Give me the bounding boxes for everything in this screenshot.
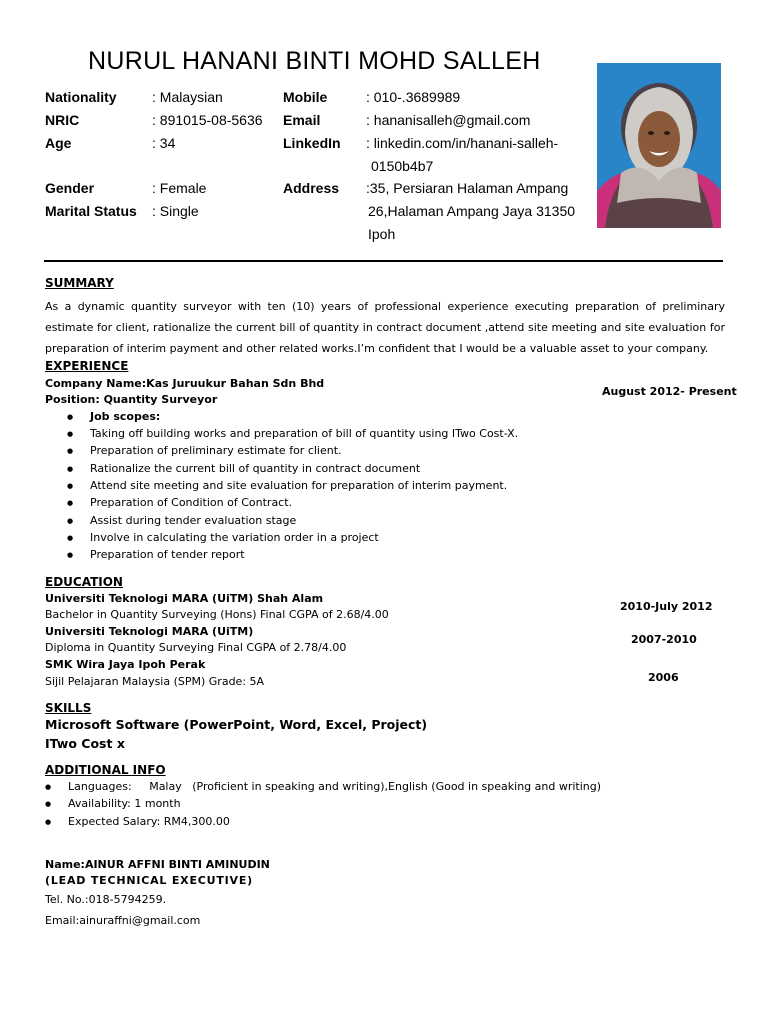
email-value[interactable]: : hananisalleh@gmail.com — [366, 112, 531, 128]
reference-email[interactable]: Email:ainuraffni@gmail.com — [45, 914, 201, 927]
education-years: 2010-July 2012 — [620, 600, 713, 613]
experience-period: August 2012- Present — [602, 385, 737, 398]
skills-line: ITwo Cost x — [45, 736, 125, 751]
linkedin-value-cont[interactable]: 0150b4b7 — [371, 158, 434, 174]
list-item: ● Preparation of Condition of Contract. — [90, 496, 292, 509]
email-label: Email — [283, 112, 321, 128]
address-line-3: Ipoh — [368, 226, 396, 242]
age-label: Age — [45, 135, 72, 151]
education-detail: Diploma in Quantity Surveying Final CGPA of 2.78/4.00 — [45, 641, 347, 654]
list-item: ● Preparation of tender report — [90, 548, 245, 561]
education-detail: Bachelor in Quantity Surveying (Hons) Final CGPA of 2.68/4.00 — [45, 608, 389, 621]
education-detail: Sijil Pelajaran Malaysia (SPM) Grade: 5A — [45, 675, 265, 688]
position: Position: Quantity Surveyor — [45, 393, 218, 406]
list-item: ● Attend site meeting and site evaluation for preparation of interim payment. — [90, 479, 507, 492]
marital-status-value: : Single — [152, 203, 199, 219]
marital-status-label: Marital Status — [45, 203, 137, 219]
education-years: 2007-2010 — [631, 633, 697, 646]
linkedin-value[interactable]: : linkedin.com/in/hanani-salleh- — [366, 135, 559, 151]
reference-title: (LEAD TECHNICAL EXECUTIVE) — [45, 874, 254, 887]
education-school: Universiti Teknologi MARA (UiTM) — [45, 625, 254, 638]
education-school: SMK Wira Jaya Ipoh Perak — [45, 658, 206, 671]
divider — [44, 260, 723, 262]
resume-name: NURUL HANANI BINTI MOHD SALLEH — [88, 47, 541, 75]
skills-heading: SKILLS — [45, 701, 92, 715]
nric-value: : 891015-08-5636 — [152, 112, 263, 128]
age-value: : 34 — [152, 135, 176, 151]
experience-heading: EXPERIENCE — [45, 359, 129, 373]
list-item: ● Languages: Malay (Proficient in speaking and writing),English (Good in speaking and writing) — [68, 780, 601, 793]
reference-tel: Tel. No.:018-5794259. — [45, 893, 167, 906]
list-item: ● Availability: 1 month — [68, 797, 181, 810]
summary-text: As a dynamic quantity surveyor with ten (10) years of professional experience executing preparation of preliminary estimate for client, rationalize the current bill of quantity in contract document ,attend site meeting and site evaluation for preparation of interim payment and other related works.I’m confident that I would be a valuable asset to your company. — [45, 300, 725, 355]
list-item: ● Involve in calculating the variation order in a project — [90, 531, 379, 544]
list-item: ● Expected Salary: RM4,300.00 — [68, 815, 230, 828]
address-line-2: 26,Halaman Ampang Jaya 31350 — [368, 203, 576, 219]
reference-name: Name:AINUR AFFNI BINTI AMINUDIN — [45, 858, 270, 871]
address-line-1: :35, Persiaran Halaman Ampang — [366, 180, 569, 196]
summary-heading: SUMMARY — [45, 276, 114, 290]
education-school: Universiti Teknologi MARA (UiTM) Shah Alam — [45, 592, 324, 605]
profile-photo — [597, 63, 721, 228]
skills-line: Microsoft Software (PowerPoint, Word, Excel, Project) — [45, 717, 428, 732]
education-years: 2006 — [648, 671, 679, 684]
list-item: ● Rationalize the current bill of quantity in contract document — [90, 462, 420, 475]
nric-label: NRIC — [45, 112, 80, 128]
list-item: ● Assist during tender evaluation stage — [90, 514, 296, 527]
gender-value: : Female — [152, 180, 207, 196]
additional-info-heading: ADDITIONAL INFO — [45, 763, 166, 777]
address-label: Address — [283, 180, 340, 196]
list-item: ● Taking off building works and preparation of bill of quantity using ITwo Cost-X. — [90, 427, 518, 440]
company-name: Company Name:Kas Juruukur Bahan Sdn Bhd — [45, 377, 325, 390]
mobile-label: Mobile — [283, 89, 328, 105]
education-heading: EDUCATION — [45, 575, 123, 589]
nationality-label: Nationality — [45, 89, 117, 105]
list-item: ● Preparation of preliminary estimate for client. — [90, 444, 342, 457]
mobile-value: : 010-.3689989 — [366, 89, 461, 105]
gender-label: Gender — [45, 180, 95, 196]
linkedin-label: LinkedIn — [283, 135, 341, 151]
nationality-value: : Malaysian — [152, 89, 223, 105]
job-scopes-label: ● Job scopes: — [90, 410, 160, 423]
